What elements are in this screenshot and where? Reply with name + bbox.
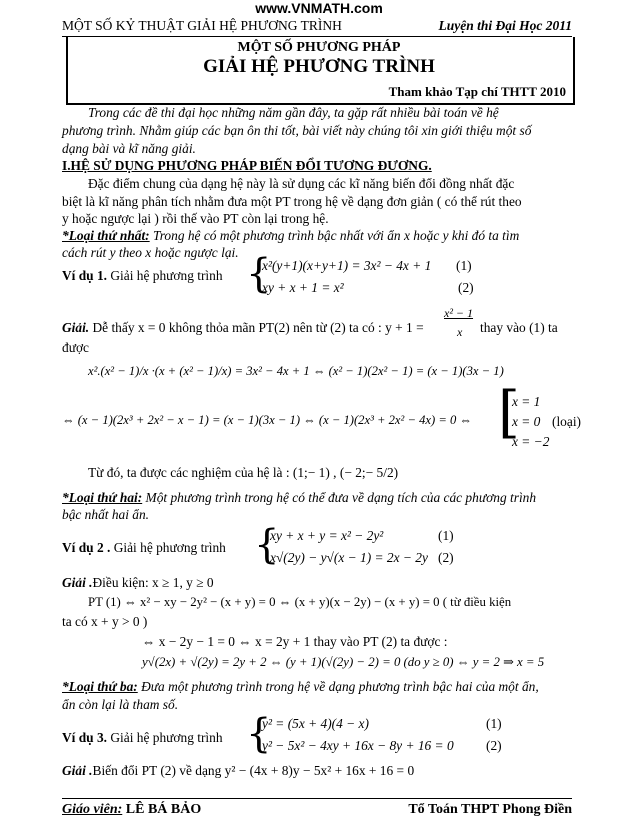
section1-line3: y hoặc ngược lại ) rồi thế vào PT còn lại trong hệ. (62, 211, 329, 226)
solution2-text: Điều kiện: x ≥ 1, y ≥ 0 (92, 575, 214, 590)
section1-heading: I.HỆ SỬ DỤNG PHƯƠNG PHÁP BIẾN ĐỔI TƯƠNG ĐƯƠNG. (62, 158, 432, 173)
case-x-2: x = −2 (512, 434, 550, 449)
example2-label: Ví dụ 2 . (62, 540, 111, 555)
solution2-line5: y√(2x) + √(2y) = 2y + 2 ⇔ (y + 1)(√(2y) − 2) = 0 (do y ≥ 0) ⇔ y = 2 ⇒ x = 5 (142, 655, 545, 669)
derivation-line-a: x².(x² − 1)/x ·(x + (x² − 1)/x) = 3x² − 4x + 1 ⇔ (x² − 1)(2x² − 1) = (x − 1)(3x − 1) (88, 364, 504, 378)
example1-eq1-num: (1) (456, 258, 472, 273)
type3-desc-line1 (62, 679, 539, 695)
example2-eq1-num: (1) (438, 528, 454, 543)
footer-teacher-name: LÊ BÁ BẢO (122, 802, 202, 817)
footer-school: Tổ Toán THPT Phong Điền (408, 802, 572, 817)
solution2-line3: ta có x + y > 0 ) (62, 614, 148, 629)
fraction-numerator: x² − 1 (444, 306, 474, 320)
example1-result: Từ đó, ta được các nghiệm của hệ là : (1;− 1) , (− 2;− 5/2) (88, 465, 399, 480)
example3-label: Ví dụ 3. (62, 730, 108, 745)
type1-desc-line2: cách rút y theo x hoặc ngược lại. (62, 245, 239, 260)
solution1-line2: được (62, 340, 89, 355)
derivation-line-b: ⇔ (x − 1)(2x³ + 2x² − x − 1) = (x − 1)(3x − 1) ⇔ (x − 1)(2x³ + 2x² − 4x) = 0 ⇔ (62, 413, 473, 427)
example1-label: Ví dụ 1. (62, 268, 108, 283)
header-subtitle: Luyện thi Đại Học 2011 (438, 18, 572, 33)
type2-desc-line2: bậc nhất hai ẩn. (62, 507, 150, 522)
footer-rule (62, 798, 572, 799)
title-line1: MỘT SỐ PHƯƠNG PHÁP (237, 40, 401, 55)
type1-label: *Loại thứ nhất: (62, 228, 150, 243)
solution1-text-b: thay vào (1) ta (480, 320, 558, 335)
example3-eq2-num: (2) (486, 738, 502, 753)
cases-bracket: [ (498, 380, 520, 445)
example1-solution-line1 (62, 320, 424, 336)
system1-brace: { (246, 251, 272, 297)
case-rejected: (loại) (552, 414, 581, 429)
example3-solution-line1 (62, 763, 414, 779)
header-title: MỘT SỐ KỶ THUẬT GIẢI HỆ PHƯƠNG TRÌNH (62, 18, 342, 33)
example3-eq1-num: (1) (486, 716, 502, 731)
system3-brace: { (246, 711, 272, 757)
example3-eq1: y² = (5x + 4)(4 − x) (262, 716, 369, 731)
example2-solution-line1 (62, 575, 214, 591)
solution2-line2: PT (1) ⇔ x² − xy − 2y² − (x + y) = 0 ⇔ (x + y)(x − 2y) − (x + y) = 0 ( từ điều kiện (88, 595, 512, 609)
example3-eq2: y² − 5x² − 4xy + 16x − 8y + 16 = 0 (262, 738, 454, 753)
section1-line1: Đặc điểm chung của dạng hệ này là sử dụng các kĩ năng biến đổi đồng nhất đặc (88, 176, 515, 191)
example2-line (62, 540, 226, 556)
case-x1: x = 1 (512, 394, 541, 409)
footer-teacher (62, 802, 201, 818)
solution2-label: Giải . (62, 575, 93, 590)
intro-line1: Trong các đề thi đại học những năm gần đây, ta gặp rất nhiều bài toán về hệ (88, 105, 499, 120)
example1-eq2-num: (2) (458, 280, 474, 295)
solution2-line4: ⇔ x − 2y − 1 = 0 ⇔ x = 2y + 1 thay vào PT (2) ta được : (142, 634, 448, 649)
system2-brace: { (254, 522, 280, 568)
intro-line3: dạng bài và kĩ năng giải. (62, 141, 196, 156)
example2-eq2: x√(2y) − y√(x − 1) = 2x − 2y (270, 550, 428, 565)
title-source: Tham khảo Tạp chí THTT 2010 (388, 84, 566, 99)
example3-line (62, 730, 223, 746)
solution1-label: Giải. (62, 320, 90, 335)
type2-label: *Loại thứ hai: (62, 490, 143, 505)
solution1-text: Dễ thấy x = 0 không thỏa mãn PT(2) nên từ (2) ta có : y + 1 = (89, 320, 424, 335)
example1-line (62, 268, 223, 284)
example3-text: Giải hệ phương trình (107, 730, 223, 745)
example1-eq2: xy + x + 1 = x² (262, 280, 344, 295)
solution3-label: Giải . (62, 763, 93, 778)
example2-eq1: xy + x + y = x² − 2y² (270, 528, 384, 543)
type3-desc: Đưa một phương trình trong hệ về dạng phương trình bậc hai của một ẩn, (137, 679, 539, 694)
case-x0: x = 0 (512, 414, 541, 429)
type1-desc: Trong hệ có một phương trình bậc nhất với ẩn x hoặc y khi đó ta tìm (149, 228, 520, 243)
type1-desc-line1 (62, 228, 519, 244)
example2-eq2-num: (2) (438, 550, 454, 565)
type3-label: *Loại thứ ba: (62, 679, 138, 694)
intro-line2: phương trình. Nhằm giúp các bạn ôn thi tốt, bài viết này chúng tôi xin giới thiệu một số (62, 123, 532, 138)
example1-text: Giải hệ phương trình (107, 268, 223, 283)
example1-eq1: x²(y+1)(x+y+1) = 3x² − 4x + 1 (262, 258, 432, 273)
title-line2: GIẢI HỆ PHƯƠNG TRÌNH (203, 56, 435, 77)
section1-line2: biệt là kĩ năng phân tích nhằm đưa một PT trong hệ về dạng đơn giản ( có thể rút theo (62, 194, 522, 209)
solution3-text: Biến đổi PT (2) về dạng y² − (4x + 8)y − 5x² + 16x + 16 = 0 (92, 763, 415, 778)
fraction-denominator: x (457, 325, 463, 339)
example2-text: Giải hệ phương trình (110, 540, 226, 555)
footer-teacher-label: Giáo viên: (62, 802, 123, 817)
site-url: www.VNMATH.com (255, 0, 383, 16)
type2-desc-line1 (62, 490, 536, 506)
type3-desc-line2: ẩn còn lại là tham số. (62, 697, 179, 712)
type2-desc: Một phương trình trong hệ có thể đưa về dạng tích của các phương trình (142, 490, 537, 505)
